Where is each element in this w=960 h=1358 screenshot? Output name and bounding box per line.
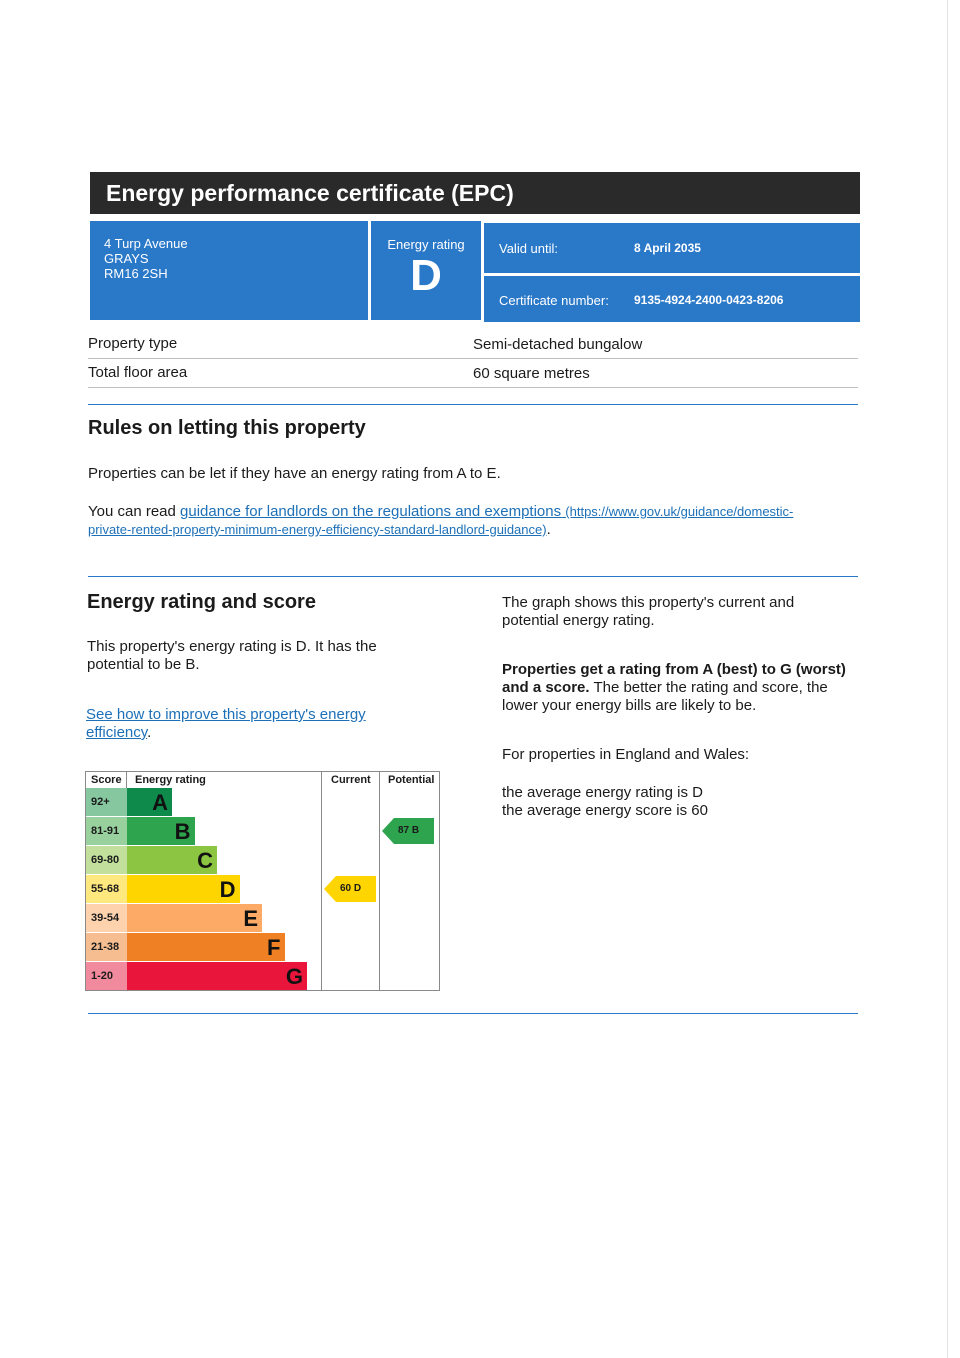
- certificate-number-label: Certificate number:: [499, 293, 609, 308]
- section-divider: [88, 404, 858, 405]
- band-bar: [127, 817, 195, 845]
- energy-rating-heading: Energy rating and score: [87, 591, 316, 613]
- valid-until-value: 8 April 2035: [634, 241, 701, 255]
- guidance-paragraph: [88, 503, 848, 539]
- letting-paragraph: Properties can be let if they have an energy rating from A to E.: [88, 465, 501, 482]
- band-bar: [127, 846, 217, 874]
- improve-suffix: .: [147, 724, 152, 741]
- graph-description-line2: potential energy rating.: [502, 612, 655, 629]
- guidance-url-line2: private-rented-property-minimum-energy-efficiency-standard-landlord-guidance): [88, 522, 547, 537]
- column-divider: [321, 772, 322, 990]
- rating-scale-rest: The better the rating and score, the: [589, 679, 828, 696]
- page-title: Energy performance certificate (EPC): [90, 172, 860, 214]
- page-edge: [947, 0, 948, 1358]
- averages: [502, 784, 708, 820]
- guidance-url-line1: (https://www.gov.uk/guidance/domestic-: [565, 504, 794, 519]
- band-score-range: 21-38: [86, 933, 127, 961]
- letting-heading: Rules on letting this property: [88, 417, 366, 439]
- floor-area-row: [88, 359, 858, 388]
- band-bar: [127, 962, 307, 990]
- band-letter: G: [285, 964, 303, 989]
- potential-rating-marker: [382, 818, 434, 844]
- rating-scale-explanation: [502, 661, 846, 715]
- current-rating-marker: [324, 876, 376, 902]
- band-score-range: 55-68: [86, 875, 127, 903]
- certificate-number-box: [484, 276, 860, 322]
- certificate-number-value: 9135-4924-2400-0423-8206: [634, 293, 784, 307]
- rating-scale-bold: and a score.: [502, 679, 590, 696]
- band-score-range: 81-91: [86, 817, 127, 845]
- floor-area-value: 60 square metres: [473, 365, 590, 382]
- graph-description: [502, 594, 794, 630]
- band-score-range: 39-54: [86, 904, 127, 932]
- address-line1: 4 Turp Avenue: [104, 236, 188, 251]
- rating-statement-line1: This property's energy rating is D. It has the: [87, 638, 377, 655]
- guidance-suffix: .: [546, 521, 551, 538]
- current-rating-marker-label: 60 D: [340, 883, 362, 894]
- address-line2: GRAYS: [104, 251, 149, 266]
- section-divider: [88, 576, 858, 577]
- band-bar: [127, 933, 285, 961]
- landlord-guidance-link[interactable]: [88, 503, 793, 538]
- rating-scale-line2: [502, 679, 846, 697]
- potential-column-header: Potential: [388, 774, 435, 786]
- band-score-range: 69-80: [86, 846, 127, 874]
- band-bar: [127, 904, 262, 932]
- improve-efficiency-link[interactable]: [86, 706, 366, 741]
- rating-statement-line2: potential to be B.: [87, 656, 200, 673]
- band-letter: E: [243, 906, 258, 931]
- band-letter: A: [152, 790, 168, 815]
- address-postcode: RM16 2SH: [104, 266, 168, 281]
- potential-rating-marker-label: 87 B: [398, 825, 420, 836]
- energy-rating-column-header: Energy rating: [135, 774, 206, 786]
- score-column-header: Score: [91, 774, 122, 786]
- band-score-range: 1-20: [86, 962, 127, 990]
- address-block: [90, 221, 368, 320]
- section-divider: [88, 1013, 858, 1014]
- current-column-header: Current: [331, 774, 371, 786]
- graph-description-line1: The graph shows this property's current and: [502, 594, 795, 611]
- column-divider: [379, 772, 380, 990]
- improve-link-line2: efficiency: [86, 724, 148, 741]
- column-divider: [126, 772, 127, 788]
- average-rating: the average energy rating is D: [502, 784, 703, 801]
- property-type-label: Property type: [88, 335, 178, 352]
- band-bar: [127, 788, 172, 816]
- valid-until-box: [484, 223, 860, 273]
- rating-scale-line3: lower your energy bills are likely to be.: [502, 697, 757, 714]
- property-type-row: [88, 330, 858, 359]
- band-letter: D: [219, 877, 236, 902]
- energy-rating-value: D: [410, 251, 442, 300]
- landlord-guidance-link-text: guidance for landlords on the regulations and exemptions: [180, 503, 562, 520]
- improve-link-line1: See how to improve this property's energy: [86, 706, 366, 723]
- band-bar: [127, 875, 240, 903]
- improve-paragraph: [86, 706, 366, 742]
- band-letter: B: [174, 819, 191, 844]
- guidance-prefix: You can read: [88, 503, 181, 520]
- average-score: the average energy score is 60: [502, 802, 708, 819]
- valid-until-label: Valid until:: [499, 241, 559, 256]
- epc-rating-chart: [85, 771, 440, 991]
- band-score-range: 92+: [86, 788, 127, 816]
- band-letter: F: [267, 935, 281, 960]
- property-type-value: Semi-detached bungalow: [473, 336, 643, 353]
- band-letter: C: [197, 848, 213, 873]
- energy-rating-box: [371, 221, 481, 320]
- rating-statement: [87, 638, 377, 674]
- england-wales-label: For properties in England and Wales:: [502, 746, 750, 763]
- rating-scale-line1: Properties get a rating from A (best) to G (worst): [502, 661, 846, 678]
- energy-rating-label: Energy rating: [387, 237, 465, 252]
- floor-area-label: Total floor area: [88, 364, 188, 381]
